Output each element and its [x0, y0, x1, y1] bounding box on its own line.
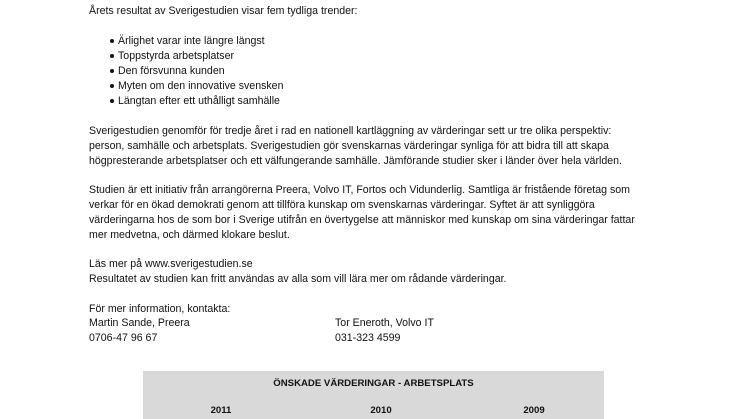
year-column-header: 2010: [370, 405, 392, 416]
initiative-paragraph: [89, 183, 689, 243]
contact-name: Tor Eneroth, Volvo IT: [335, 317, 434, 329]
bullet-icon: [110, 84, 114, 88]
values-table-header: [143, 371, 604, 419]
website-line: Läs mer på www.sverigestudien.se: [89, 258, 253, 270]
read-more-paragraph: [89, 257, 689, 287]
year-column-header: 2009: [523, 405, 545, 416]
paragraph-line: verkar för en ökad demokrati genom att tillföra kunskap om svenskarnas värderingar. Syftet är att synliggöra: [89, 199, 595, 211]
contact-card: [335, 316, 434, 346]
trend-label: Längtan efter ett uthålligt samhälle: [118, 95, 280, 107]
paragraph-line: mer medvetna, och därmed klokare beslut.: [89, 229, 290, 241]
list-item: [89, 49, 283, 64]
year-column-header: 2011: [210, 405, 232, 416]
trend-label: Ärlighet varar inte längre längst: [118, 35, 265, 47]
list-item: [89, 79, 283, 94]
contact-phone: 031-323 4599: [335, 332, 401, 344]
trend-label: Toppstyrda arbetsplatser: [118, 50, 235, 62]
paragraph-line: person, samhälle och arbetsplats. Sverigestudien gör svenskarnas värderingar synliga för att bidra till att skapa: [89, 140, 609, 152]
list-item: [89, 94, 283, 109]
contact-card: [89, 316, 190, 346]
trend-label: Myten om den innovative svensken: [118, 80, 284, 92]
paragraph-line: Resultatet av studien kan fritt användas av alla som vill lära mer om rådande värderingar.: [89, 273, 507, 285]
table-title: ÖNSKADE VÄRDERINGAR - ARBETSPLATS: [273, 378, 474, 389]
contact-phone: 0706-47 96 67: [89, 332, 158, 344]
paragraph-line: högpresterande arbetsplatser och ett välfungerande samhälle. Jämförande studier sker i länder över hela världen.: [89, 155, 622, 167]
bullet-icon: [110, 54, 114, 58]
intro-text: Årets resultat av Sverigestudien visar fem tydliga trender:: [89, 5, 358, 17]
bullet-icon: [110, 69, 114, 73]
list-item: [89, 34, 283, 49]
paragraph-line: Sverigestudien genomför för tredje året i rad en nationell kartläggning av värderingar sett ur tre olika perspektiv:: [89, 125, 612, 137]
paragraph-line: Studien är ett initiativ från arrangörerna Preera, Volvo IT, Fortos och Vidunderlig. Samtliga är fristående företag som: [89, 184, 630, 196]
paragraph-line: värderingarna hos de som bor i Sverige utifrån en övertygelse att människor med kunskap om sina värderingar fattar: [89, 214, 635, 226]
bullet-icon: [110, 99, 114, 103]
trend-list: [89, 34, 283, 109]
contact-name: Martin Sande, Preera: [89, 317, 190, 329]
contact-heading: För mer information, kontakta:: [89, 303, 231, 315]
study-description-paragraph: [89, 124, 689, 169]
bullet-icon: [110, 39, 114, 43]
list-item: [89, 64, 283, 79]
trend-label: Den försvunna kunden: [118, 65, 225, 77]
